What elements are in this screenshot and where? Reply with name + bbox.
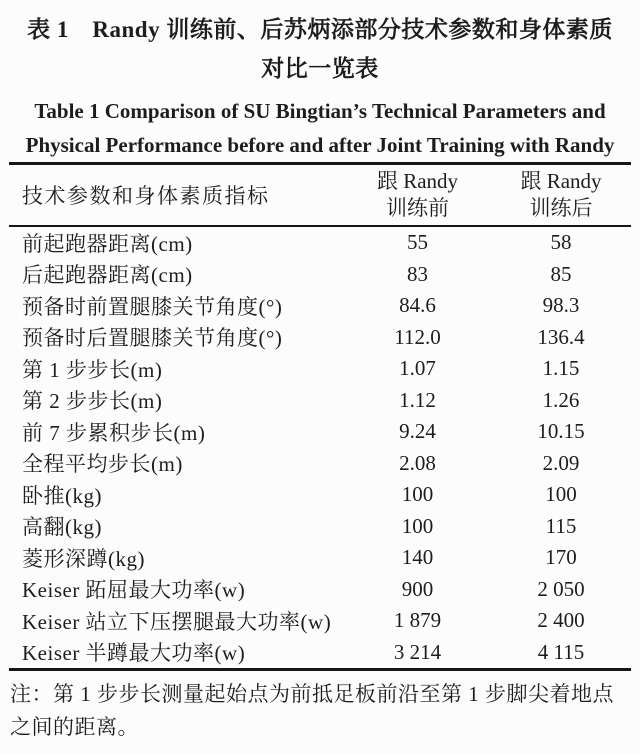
row-value-before: 2.08 xyxy=(399,450,436,475)
header-indicator-label: 技术参数和身体素质指标 xyxy=(22,184,270,208)
footnote-line2: 之间的距离。 xyxy=(10,715,139,739)
row-value-before: 3 214 xyxy=(393,639,442,664)
header-before-column xyxy=(344,168,491,222)
table-row xyxy=(9,448,631,480)
row-value-after: 2 400 xyxy=(537,608,585,633)
row-value-after: 100 xyxy=(545,482,577,507)
row-value-after: 136.4 xyxy=(537,324,585,349)
row-value-before: 100 xyxy=(401,513,434,538)
row-value-after: 85 xyxy=(550,261,572,286)
table-row xyxy=(9,511,631,543)
table-bottom-rule xyxy=(9,668,631,671)
row-indicator-label: 高翻(kg) xyxy=(22,515,102,540)
row-value-before: 112.0 xyxy=(394,324,441,349)
table-row xyxy=(9,227,631,259)
row-value-after: 4 115 xyxy=(537,639,585,664)
table-title-en-line1: Table 1 Comparison of SU Bingtian’s Technical Parameters and xyxy=(34,99,606,123)
table-footnote xyxy=(9,678,631,744)
row-value-before: 9.24 xyxy=(399,419,436,444)
table-row xyxy=(9,416,631,448)
row-value-after: 2.09 xyxy=(542,450,580,475)
row-indicator-label: 预备时后置腿膝关节角度(°) xyxy=(22,326,283,351)
row-value-after: 1.26 xyxy=(542,387,580,412)
row-indicator-label: 菱形深蹲(kg) xyxy=(22,546,145,571)
table-row xyxy=(9,479,631,511)
table-row xyxy=(9,290,631,322)
row-indicator-label: 预备时前置腿膝关节角度(°) xyxy=(22,294,283,319)
footnote-line1: 注：第 1 步步长测量起始点为前抵足板前沿至第 1 步脚尖着地点 xyxy=(10,682,614,706)
header-after-line2: 训练后 xyxy=(529,196,593,220)
row-value-before: 1.12 xyxy=(399,387,436,412)
header-before-line2: 训练前 xyxy=(386,196,449,220)
row-value-before: 1 879 xyxy=(393,608,442,633)
row-indicator-label: 后起跑器距离(cm) xyxy=(22,263,193,288)
row-indicator-label: 第 1 步步长(m) xyxy=(22,357,163,382)
row-value-after: 10.15 xyxy=(537,419,585,444)
header-after-line1: 跟 Randy xyxy=(520,169,602,193)
table-title-zh-line1: 表 1 Randy 训练前、后苏炳添部分技术参数和身体素质 xyxy=(27,17,613,42)
table-row xyxy=(9,322,631,354)
row-value-after: 170 xyxy=(545,545,577,570)
row-indicator-label: 卧推(kg) xyxy=(22,483,102,508)
table-row xyxy=(9,574,631,606)
table-title-en-line2: Physical Performance before and after Joint Training with Randy xyxy=(25,133,615,157)
table-row xyxy=(9,259,631,291)
row-indicator-label: 全程平均步长(m) xyxy=(22,452,183,477)
table-row xyxy=(9,605,631,637)
table-row xyxy=(9,385,631,417)
table-row xyxy=(9,353,631,385)
table-body xyxy=(9,227,631,668)
row-value-before: 55 xyxy=(407,230,428,255)
table-title-zh xyxy=(9,10,631,88)
row-indicator-label: Keiser 半蹲最大功率(w) xyxy=(22,641,246,666)
row-indicator-label: 前 7 步累积步长(m) xyxy=(22,420,206,445)
row-value-before: 100 xyxy=(401,482,434,507)
row-value-after: 1.15 xyxy=(542,356,580,381)
row-value-after: 115 xyxy=(545,513,577,538)
row-value-after: 98.3 xyxy=(542,293,580,318)
row-value-before: 83 xyxy=(407,261,428,286)
table-title-zh-line2: 对比一览表 xyxy=(261,56,379,81)
row-indicator-label: 前起跑器距离(cm) xyxy=(22,231,193,256)
row-value-before: 900 xyxy=(401,576,434,601)
row-value-before: 140 xyxy=(401,545,434,570)
table-header-row xyxy=(9,165,631,225)
row-value-before: 84.6 xyxy=(399,293,436,318)
row-value-after: 58 xyxy=(550,230,572,255)
row-value-after: 2 050 xyxy=(537,576,585,601)
header-after-column xyxy=(491,168,631,222)
row-indicator-label: Keiser 站立下压摆腿最大功率(w) xyxy=(22,609,332,634)
header-before-line1: 跟 Randy xyxy=(376,169,459,193)
row-indicator-label: 第 2 步步长(m) xyxy=(22,389,163,414)
table-row xyxy=(9,637,631,669)
row-indicator-label: Keiser 跖屈最大功率(w) xyxy=(22,578,246,603)
table-title-en xyxy=(9,94,631,162)
row-value-before: 1.07 xyxy=(399,356,436,381)
table-row xyxy=(9,542,631,574)
